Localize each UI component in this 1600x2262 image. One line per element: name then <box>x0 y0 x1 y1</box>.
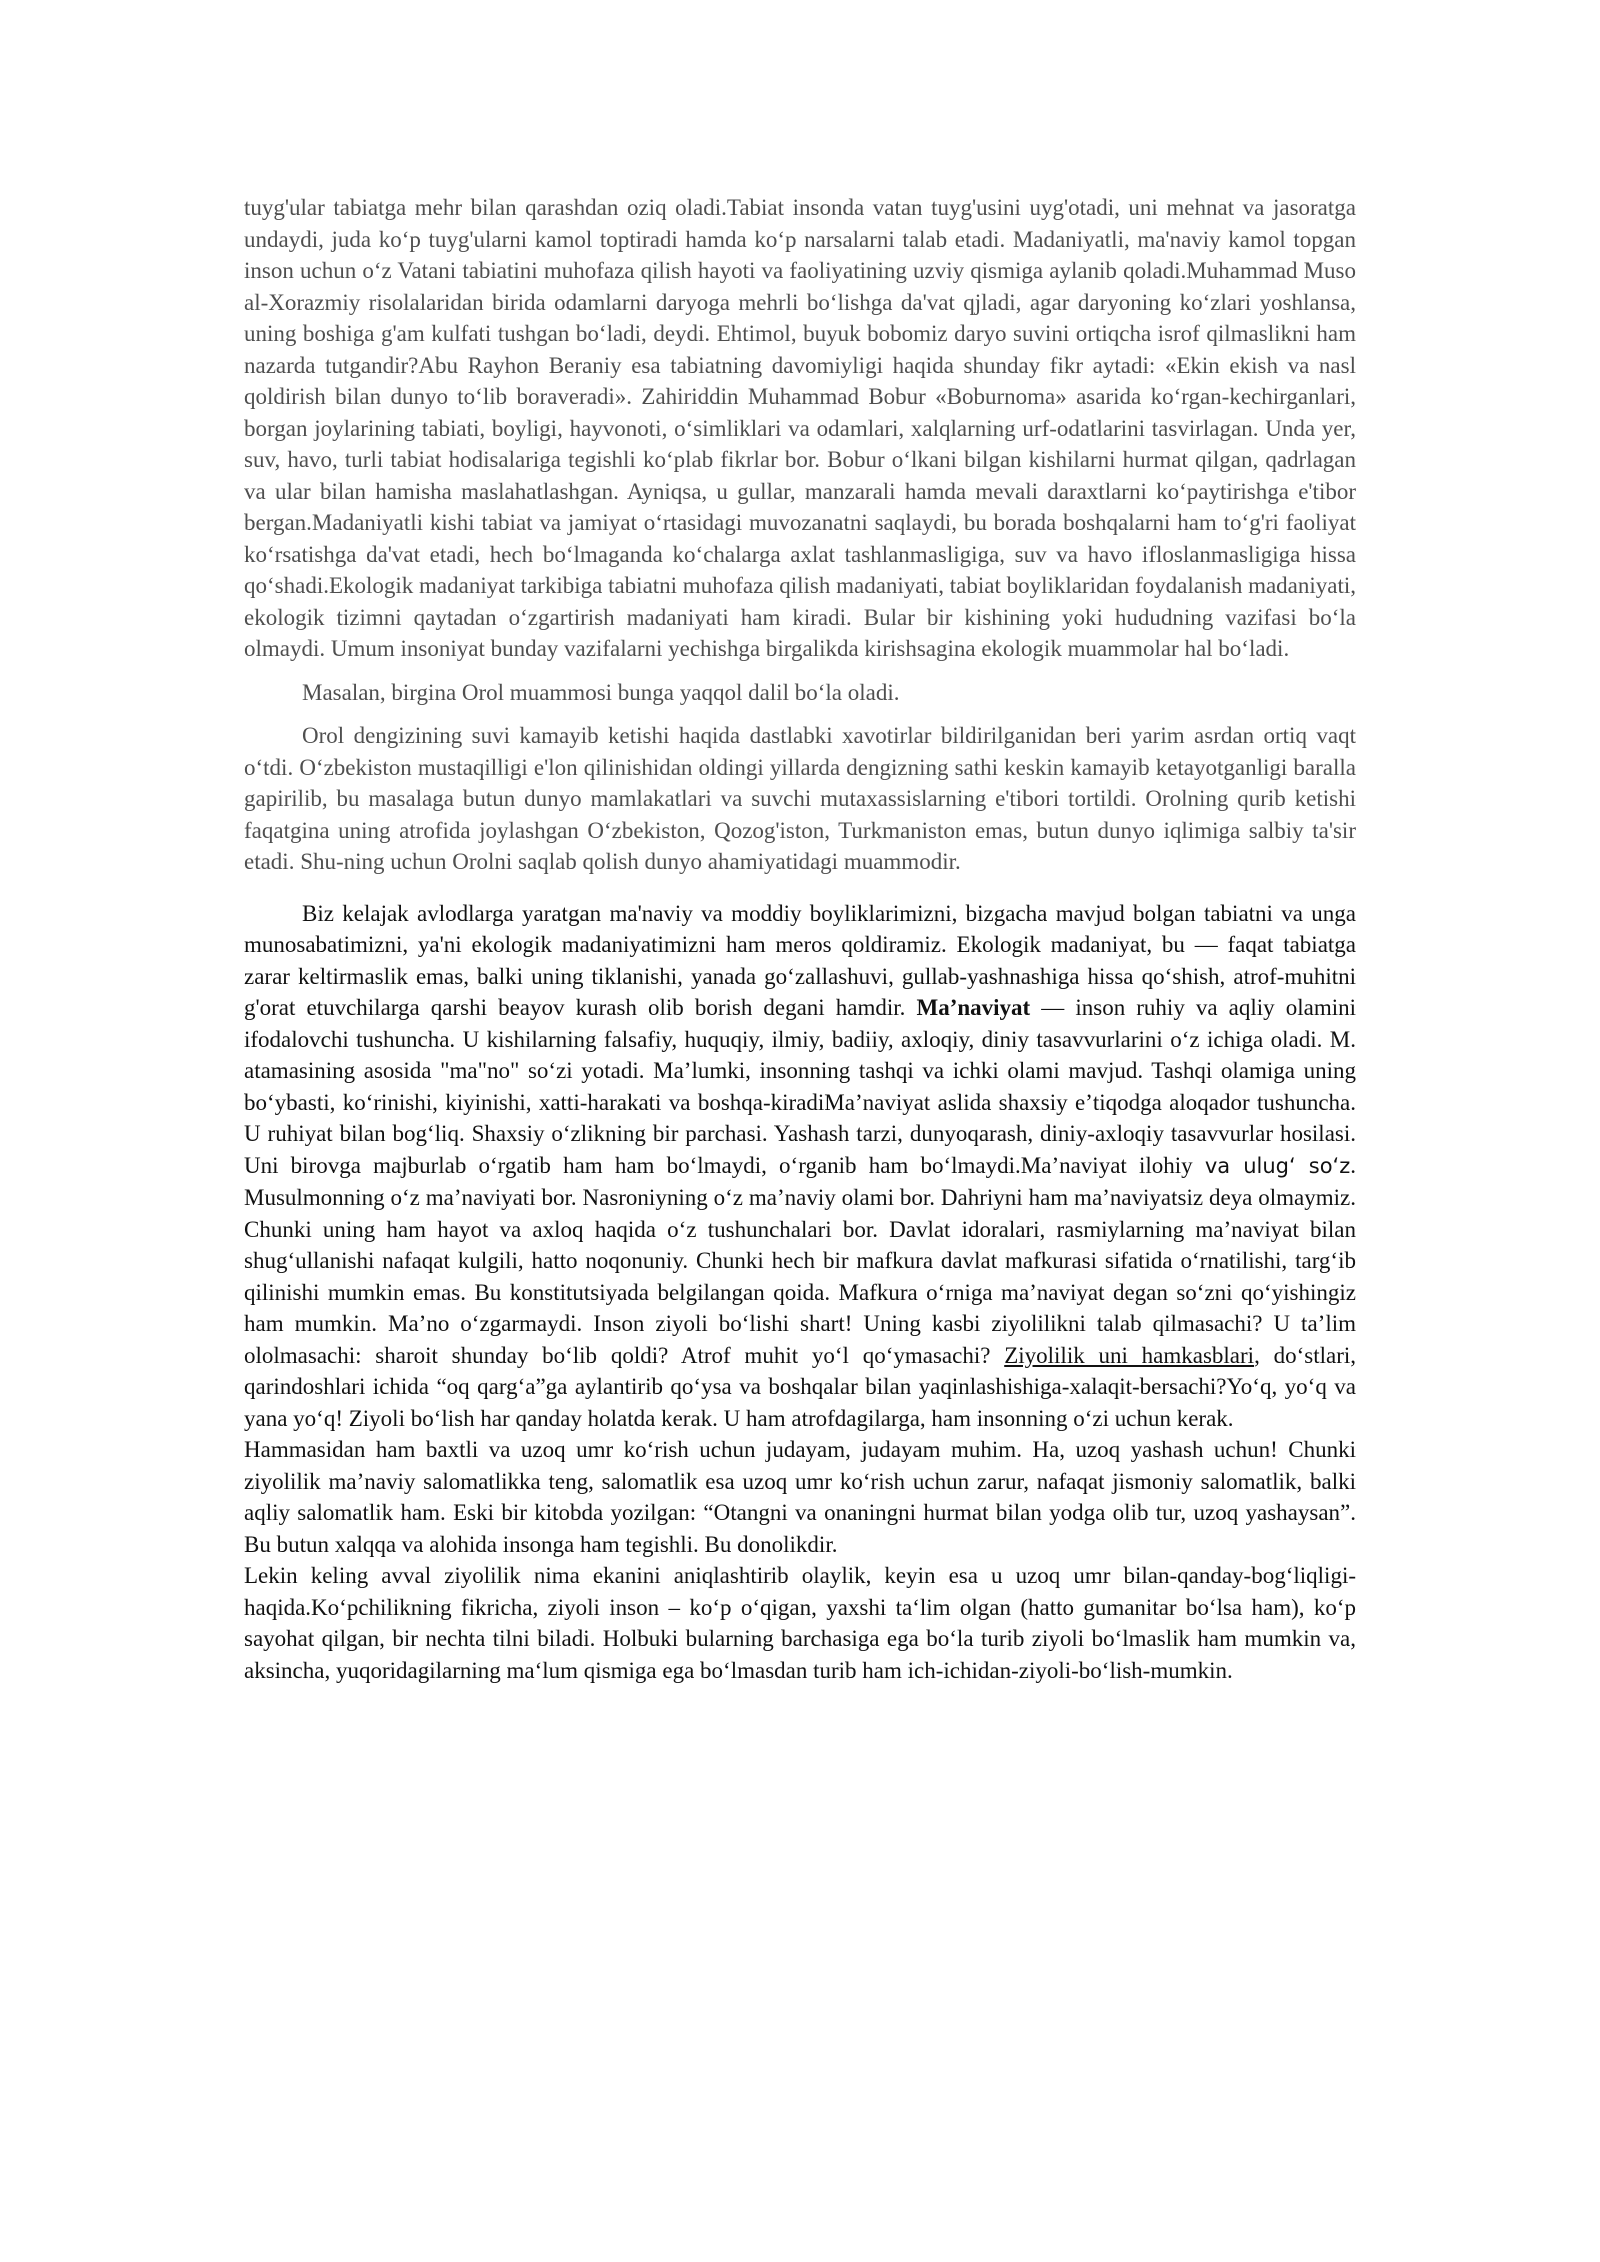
intellectualism-link[interactable]: Ziyolilik uni hamkasblari <box>1004 1342 1255 1368</box>
document-page <box>244 192 1356 1686</box>
paragraph-aral-sea: Orol dengizining suvi kamayib ketishi haqida dastlabki xavotirlar bildirilganidan beri yarim asrdan ortiq vaqt oʻtdi. Oʻzbekiston mustaqilligi e'lon qilinishidan oldingi yillarda dengizning sathi keskin kamayib ketayotganligi baralla gapirilib, bu masalaga butun dunyo mamlakatlari va suvchi mutaxassislarning e'tibori tortildi. Orolning qurib ketishi faqatgina uning atrofida joylashgan Oʻzbekiston, Qozog'iston, Turkmaniston emas, butun dunyo iqlimiga salbiy ta'sir etadi. Shu-ning uchun Orolni saqlab qolish dunyo ahamiyatidagi muammodir. <box>244 723 1356 874</box>
paragraph-aral-example: Masalan, birgina Orol muammosi bunga yaqqol dalil boʻla oladi. <box>302 679 900 705</box>
spirituality-definition-text: — inson ruhiy va aqliy olamini ifodalovchi tushuncha. U kishilarning falsafiy, huquqiy, ilmiy, badiiy, axloqiy, diniy tasavvurlarini oʻz ichiga oladi. M. atamasining asosida "ma"no" soʻzi yotadi. Maʼlumki, insonning tashqi va ichki olami mavjud. Tashqi olamiga uning boʻybasti, koʻrinishi, kiyinishi, xatti-harakati va boshqa-kiradiMaʼnaviyat aslida shaxsiy eʼtiqodga aloqador tushuncha. U ruhiyat bilan bogʻliq. Shaxsiy oʻzlikning bir parchasi. Yashash tarzi, dunyoqarash, diniy-axloqiy tasavvurlar hosilasi. Uni birovga majburlab oʻrgatib ham ham boʻlmaydi, oʻrganib ham boʻlmaydi.Maʼnaviyat ilohiy <box>244 995 1357 1178</box>
paragraph-nature-and-culture: tuyg'ular tabiatga mehr bilan qarashdan oziq oladi.Tabiat insonda vatan tuyg'usini uyg'otadi, uni mehnat va jasoratga undaydi, juda koʻp tuyg'ularni kamol toptiradi hamda koʻp narsalarni talab etadi. Madaniyatli, ma'naviy kamol topgan inson uchun oʻz Vatani tabiatini muhofaza qilish hayoti va faoliyatining uzviy qismiga aylanib qoladi.Muhammad Muso al-Xorazmiy risolalaridan birida odamlarni daryoga mehrli boʻlishga da'vat qjladi, agar daryoning koʻzlari yoshlansa, uning boshiga g'am kulfati tushgan boʻladi, deydi. Ehtimol, buyuk bobomiz daryo suvini ortiqcha isrof qilmaslikni ham nazarda tutgandir?Abu Rayhon Beraniy esa tabiatning davomiyligi haqida shunday fikr aytadi: «Ekin ekish va nasl qoldirish bilan dunyo toʻlib boraveradi». Zahiriddin Muhammad Bobur «Boburnoma» asarida koʻrgan-kechirganlari, borgan joylarining tabiati, boyligi, hayvonoti, oʻsimliklari va odamlari, xalqlarning urf-odatlarini tasvirlagan. Unda yer, suv, havo, turli tabiat hodisalariga tegishli koʻplab fikrlar bor. Bobur oʻlkani bilgan kishilarni hurmat qilgan, qadrlagan va ular bilan hamisha maslahatlashgan. Ayniqsa, u gullar, manzarali hamda mevali daraxtlarni koʻpaytirishga e'tibor bergan.Madaniyatli kishi tabiat va jamiyat oʻrtasidagi muvozanatni saqlaydi, bu borada boshqalarni ham toʻg'ri faoliyat koʻrsatishga da'vat etadi, hech boʻlmaganda koʻchalarga axlat tashlanmasligiga, suv va havo ifloslanmasligiga hissa qoʻshadi.Ekologik madaniyat tarkibiga tabiatni muhofaza qilish madaniyati, tabiat boyliklaridan foydalanish madaniyati, ekologik tizimni qaytadan oʻzgartirish madaniyati ham kiradi. Bular bir kishining yoki hududning vazifasi boʻla olmaydi. Umum insoniyat bunday vazifalarni yechishga birgalikda kirishsagina ekologik muammolar hal boʻladi. <box>244 195 1357 661</box>
spirituality-continued-text: . Musulmonning oʻz maʼnaviyati bor. Nasroniyning oʻz maʼnaviy olami bor. Dahriyni ham maʼnaviyatsiz deya olmaymiz. Chunki uning ham hayot va axloq haqida oʻz tushunchalari bor. Davlat idoralari, rasmiylarning maʼnaviyat bilan shugʻullanishi nafaqat kulgili, hatto noqonuniy. Chunki hech bir mafkura davlat mafkurasi sifatida oʻrnatilishi, targʻib qilinishi mumkin emas. Bu konstitutsiyada belgilangan qoida. Mafkura oʻrniga maʼnaviyat degan soʻzni qoʻyishingiz ham mumkin. Maʼno oʻzgarmaydi. Inson ziyoli boʻlishi shart! Uning kasbi ziyolilikni talab qilmasachi? U taʼlim ololmasachi: sharoit shunday boʻlib qoldi? Atrof muhit yoʻl qoʻymasachi? <box>244 1152 1356 1368</box>
spirituality-closing-text: , doʻstlari, qarindoshlari ichida “oq qargʻa”ga aylantirib qoʻysa va boshqalar bilan yaqinlashishiga-xalaqit-bersachi?Yoʻq, yoʻq va yana yoʻq! Ziyoli boʻlish har qanday holatda kerak. U ham atrofdagilarga, ham insonning oʻzi uchun kerak. <box>244 1342 1356 1431</box>
paragraph-spirituality <box>244 898 1356 1435</box>
spirituality-term: Maʼnaviyat <box>916 995 1031 1020</box>
spirituality-sans-phrase: va ulugʻ soʻz <box>1204 1153 1351 1178</box>
paragraph-long-life: Hammasidan ham baxtli va uzoq umr koʻrish uchun judayam, judayam muhim. Ha, uzoq yashash uchun! Chunki ziyolilik maʼnaviy salomatlikka teng, salomatlik esa uzoq umr koʻrish uchun zarur, nafaqat jismoniy salomatlik, balki aqliy salomatlik ham. Eski bir kitobda yozilgan: “Otangni va onaningni hurmat bilan yodga olib tur, uzoq yashaysan”. Bu butun xalqqa va alohida insonga ham tegishli. Bu donolikdir. <box>244 1437 1356 1557</box>
paragraph-intellectualism: Lekin keling avval ziyolilik nima ekanini aniqlashtirib olaylik, keyin esa u uzoq umr bilan-qanday-bogʻliqligi-haqida.Koʻpchilikning fikricha, ziyoli inson – koʻp oʻqigan, yaxshi taʻlim olgan (hatto gumanitar boʻlsa ham), koʻp sayohat qilgan, bir nechta tilni biladi. Holbuki bularning barchasiga ega boʻla turib ziyoli boʻlmaslik ham mumkin va, aksincha, yuqoridagilarning maʻlum qismiga ega boʻlmasdan turib ham ich-ichidan-ziyoli-boʻlish-mumkin. <box>244 1563 1356 1683</box>
spirituality-intro-text: Biz kelajak avlodlarga yaratgan ma'naviy va moddiy boyliklarimizni, bizgacha mavjud bolgan tabiatni va unga munosabatimizni, ya'ni ekologik madaniyatimizni ham meros qoldiramiz. Ekologik madaniyat, bu — faqat tabiatga zarar keltirmaslik emas, balki uning tiklanishi, yanada goʻzallashuvi, gullab-yashnashiga hissa qoʻshish, atrof-muhitni g'orat etuvchilarga qarshi beayov kurash olib borish degani hamdir. <box>244 900 1356 1020</box>
